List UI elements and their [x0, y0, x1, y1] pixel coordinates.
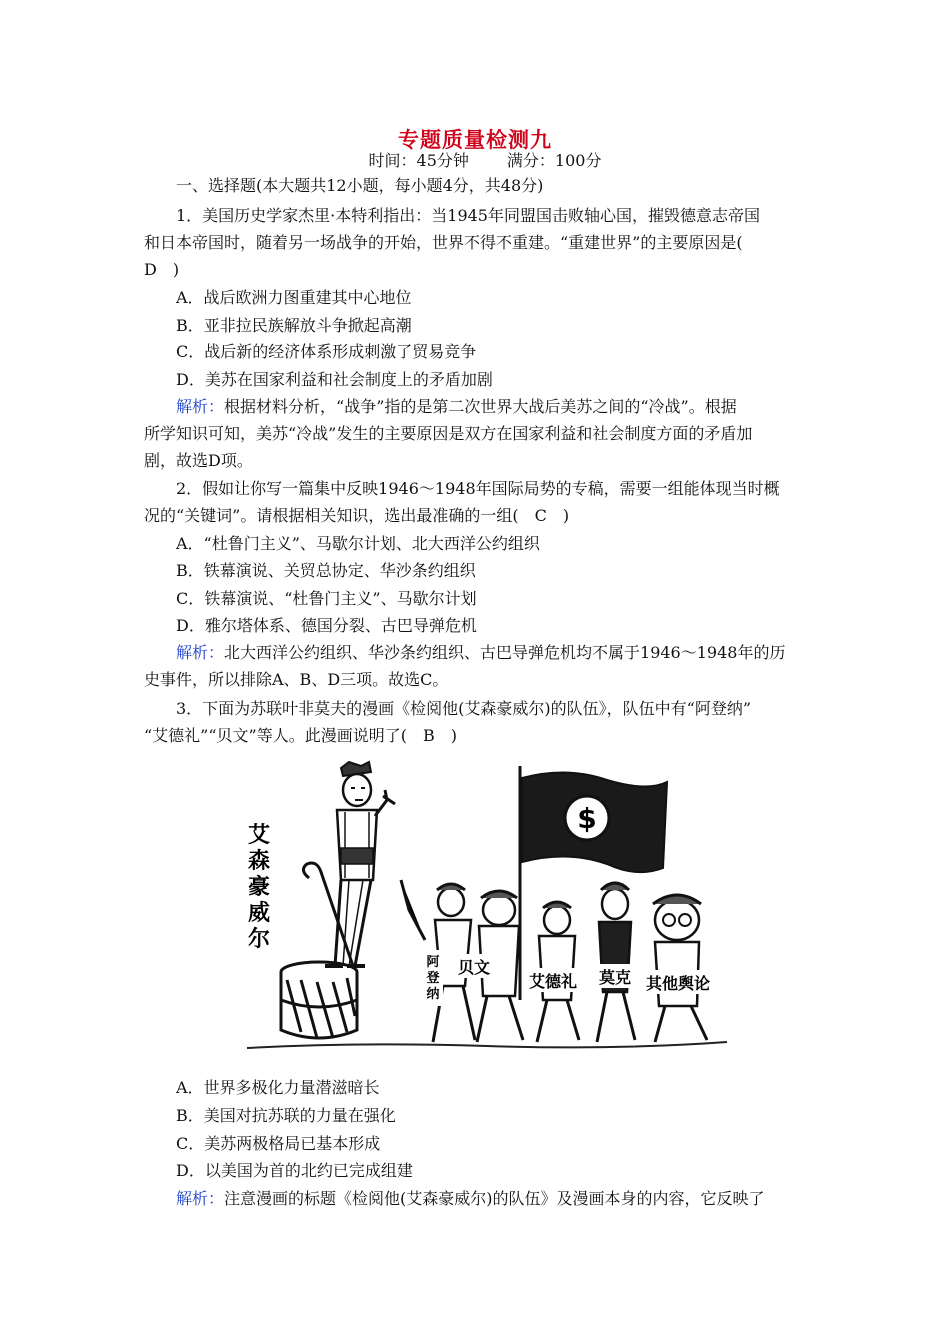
label-adenauer: 阿 — [426, 955, 440, 970]
question-1-analysis-line-2: 所学知识可知，美苏“冷战”发生的主要原因是双方在国家利益和社会制度方面的矛盾加 — [144, 424, 753, 443]
question-3-analysis-line-1: 解析：注意漫画的标题《检阅他(艾森豪威尔)的队伍》及漫画本身的内容，它反映了 — [176, 1189, 765, 1208]
eisenhower-figure — [303, 762, 395, 966]
question-1-option-b: B．亚非拉民族解放斗争掀起高潮 — [176, 316, 412, 335]
label-attlee: 艾德礼 — [528, 972, 578, 991]
marching-figures — [401, 880, 707, 1042]
question-2-stem-line-1: 2．假如让你写一篇集中反映1946～1948年国际局势的专稿，需要一组能体现当时概 — [176, 479, 780, 498]
svg-text:艾: 艾 — [247, 823, 271, 848]
question-1-option-a: A．战后欧洲力图重建其中心地位 — [176, 288, 412, 307]
question-3-stem-line-1: 3．下面为苏联叶非莫夫的漫画《检阅他(艾森豪威尔)的队伍》，队伍中有“阿登纳” — [176, 699, 752, 718]
question-1-stem-line-3: D ) — [144, 260, 180, 279]
question-1-stem-line-2: 和日本帝国时，随着另一场战争的开始，世界不得不重建。“重建世界”的主要原因是( — [144, 233, 743, 252]
document-title: 专题质量检测九 — [398, 127, 552, 152]
question-1-option-d: D．美苏在国家利益和社会制度上的矛盾加剧 — [176, 370, 493, 389]
eisenhower-label — [248, 823, 270, 952]
question-3-option-b: B．美国对抗苏联的力量在强化 — [176, 1106, 396, 1125]
analysis-label: 解析： — [176, 397, 225, 416]
question-1-analysis-line-3: 剧，故选D项。 — [144, 451, 253, 470]
question-3-option-d: D．以美国为首的北约已完成组建 — [176, 1161, 413, 1180]
section-heading: 一、选择题(本大题共12小题，每小题4分，共48分) — [176, 176, 544, 195]
cartoon-figure — [237, 760, 737, 1060]
svg-text:纳: 纳 — [426, 987, 440, 1002]
drum-shape — [281, 962, 357, 1038]
question-2-option-b: B．铁幕演说、关贸总协定、华沙条约组织 — [176, 561, 476, 580]
dollar-sign-icon: $ — [577, 802, 597, 835]
analysis-label: 解析： — [176, 1189, 225, 1208]
question-2-option-c: C．铁幕演说、“杜鲁门主义”、马歇尔计划 — [176, 589, 477, 608]
question-1-stem-line-1: 1．美国历史学家杰里·本特利指出：当1945年同盟国击败轴心国，摧毁德意志帝国 — [176, 206, 760, 225]
exam-meta — [0, 151, 950, 171]
question-3-option-a: A．世界多极化力量潜滋暗长 — [176, 1078, 380, 1097]
full-score: 满分：100分 — [506, 151, 602, 170]
question-2-option-a: A．“杜鲁门主义”、马歇尔计划、北大西洋公约组织 — [176, 534, 540, 553]
svg-text:尔: 尔 — [247, 927, 271, 952]
label-moch: 莫克 — [598, 968, 632, 987]
label-others: 其他舆论 — [645, 974, 711, 993]
svg-text:登: 登 — [426, 971, 440, 986]
time-limit: 时间：45分钟 — [368, 151, 469, 170]
question-2-analysis-line-1: 解析：北大西洋公约组织、华沙条约组织、古巴导弹危机均不属于1946～1948年的历 — [176, 643, 786, 662]
question-3-option-c: C．美苏两极格局已基本形成 — [176, 1134, 381, 1153]
question-2-analysis-line-2: 史事件，所以排除A、B、D三项。故选C。 — [144, 670, 449, 689]
label-bevin: 贝文 — [457, 958, 491, 977]
question-1-option-c: C．战后新的经济体系形成刺激了贸易竞争 — [176, 342, 477, 361]
question-2-stem-line-2: 况的“关键词”。请根据相关知识，选出最准确的一组( C ) — [144, 506, 570, 525]
question-3-stem-line-2: “艾德礼”“贝文”等人。此漫画说明了( B ) — [144, 726, 457, 745]
svg-text:森: 森 — [247, 849, 271, 874]
svg-text:豪: 豪 — [247, 875, 271, 900]
analysis-label: 解析： — [176, 643, 225, 662]
svg-text:威: 威 — [247, 901, 271, 926]
question-1-analysis-line-1: 解析：根据材料分析，“战争”指的是第二次世界大战后美苏之间的“冷战”。根据 — [176, 397, 737, 416]
question-2-option-d: D．雅尔塔体系、德国分裂、古巴导弹危机 — [176, 616, 477, 635]
